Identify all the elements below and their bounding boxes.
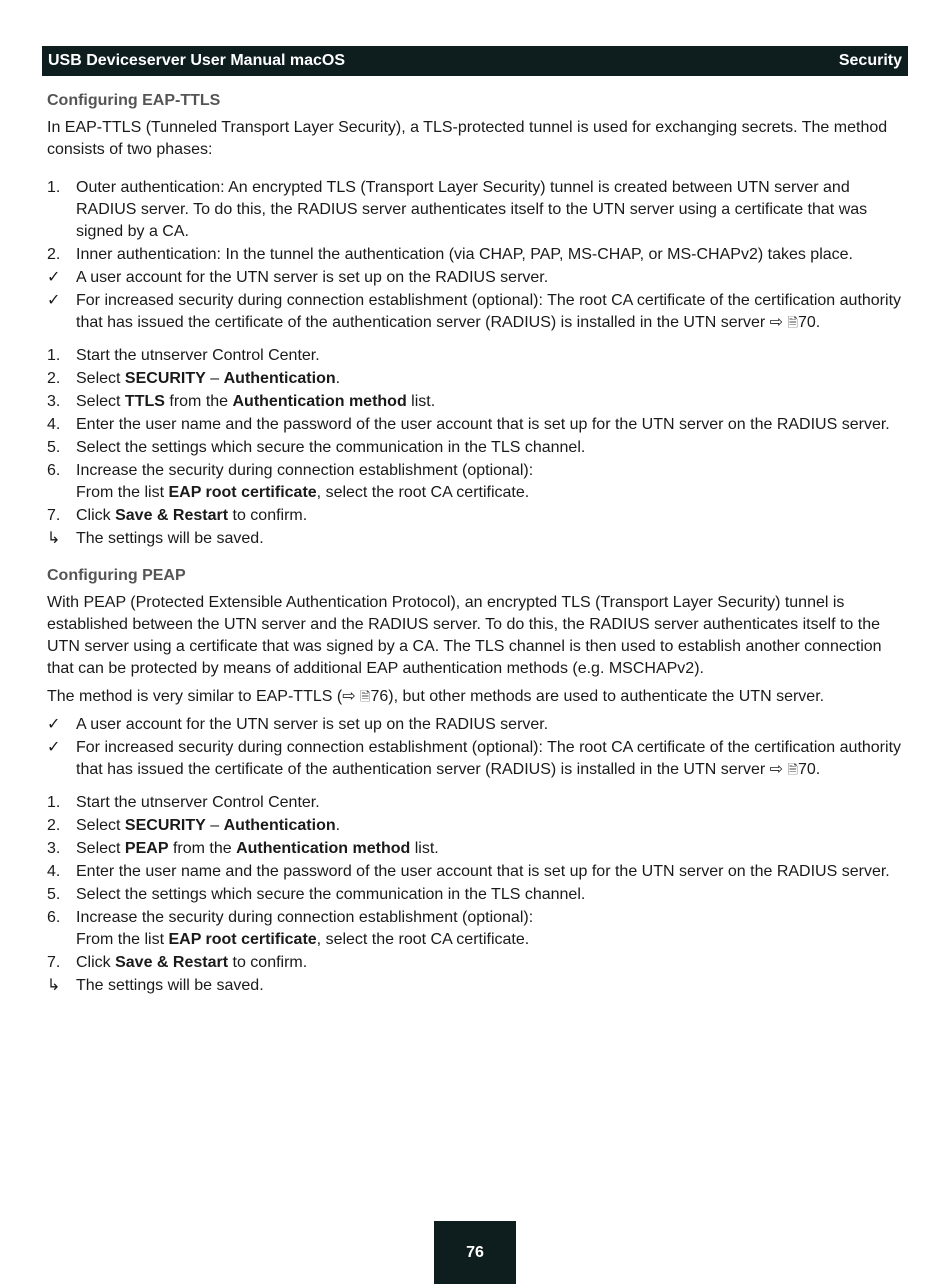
ttls-intro: In EAP-TTLS (Tunneled Transport Layer Security), a TLS-protected tunnel is used for exchanging secrets. The method consists of two phases:	[47, 119, 888, 158]
manual-title: USB Deviceserver User Manual macOS	[48, 52, 346, 69]
page-icon: 🗎	[787, 762, 798, 777]
list-item: 1. Outer authentication: An encrypted TLS (Transport Layer Security) tunnel is created between UTN server and RADIUS server. To do this, the RADIUS server authenticates itself to the UTN server using a certificate that was signed by a CA.	[47, 179, 868, 240]
ttls-heading: Configuring EAP-TTLS	[47, 92, 221, 109]
check-icon: ✓	[47, 269, 61, 286]
step-item: 4. Enter the user name and the password of the user account that is set up for the UTN server on the RADIUS server.	[47, 863, 890, 880]
page-number	[434, 1221, 516, 1284]
page-number-text: 76	[466, 1243, 484, 1261]
page-icon: 🗎	[360, 689, 371, 704]
requirement-item: ✓ For increased security during connection establishment (optional): The root CA certificate of the certification authority that has issued the certificate of the authentication server (RADIUS) is installed in the UTN server ⇨ 🗎70.	[47, 739, 902, 778]
check-icon: ✓	[47, 716, 61, 733]
page-header	[42, 46, 908, 76]
step-item: 4. Enter the user name and the password of the user account that is set up for the UTN server on the RADIUS server.	[47, 416, 890, 433]
step-item: 1. Start the utnserver Control Center.	[47, 347, 320, 364]
step-item: 7. Click Save & Restart to confirm.	[47, 507, 308, 524]
step-item: 2. Select SECURITY – Authentication.	[47, 370, 341, 387]
peap-heading: Configuring PEAP	[47, 567, 186, 584]
page-content	[47, 90, 905, 998]
section-title: Security	[838, 52, 902, 69]
reference-arrow-icon: ⇨	[769, 314, 784, 331]
step-item: 5. Select the settings which secure the communication in the TLS channel.	[47, 886, 586, 903]
page-reference[interactable]: 70.	[797, 761, 821, 778]
step-item: 1. Start the utnserver Control Center.	[47, 794, 320, 811]
check-icon: ✓	[47, 292, 61, 309]
reference-arrow-icon: ⇨	[769, 761, 784, 778]
page-icon: 🗎	[787, 315, 798, 330]
step-item: 3. Select PEAP from the Authentication method list.	[47, 840, 439, 857]
list-item: 2. Inner authentication: In the tunnel the authentication (via CHAP, PAP, MS-CHAP, or MS-CHAPv2) takes place.	[47, 246, 853, 263]
result-arrow-icon: ↳	[47, 530, 61, 547]
peap-intro: With PEAP (Protected Extensible Authentication Protocol), an encrypted TLS (Transport Layer Security) tunnel is established between the UTN server and the RADIUS server. To do this, the RADIUS server authenticates itself to the UTN server using a certificate that was signed by a CA. The TLS channel is then used to establish another connection that can be protected by means of additional EAP authentication methods (e.g. MSCHAPv2).	[47, 594, 882, 677]
requirement-item: ✓ A user account for the UTN server is set up on the RADIUS server.	[47, 267, 905, 289]
step-item: 2. Select SECURITY – Authentication.	[47, 817, 341, 834]
peap-similar: The method is very similar to EAP-TTLS (⇨ 🗎76), but other methods are used to authenticate the UTN server.	[47, 688, 825, 705]
step-item: 6. Increase the security during connection establishment (optional): From the list EAP root certificate, select the root CA certificate.	[47, 462, 534, 501]
step-item: 6. Increase the security during connection establishment (optional): From the list EAP root certificate, select the root CA certificate.	[47, 909, 534, 948]
result-arrow-icon: ↳	[47, 977, 61, 994]
requirement-item: ✓ A user account for the UTN server is set up on the RADIUS server.	[47, 714, 905, 736]
page-reference[interactable]: 76	[370, 688, 389, 705]
step-item: 7. Click Save & Restart to confirm.	[47, 954, 308, 971]
step-item: 5. Select the settings which secure the communication in the TLS channel.	[47, 439, 586, 456]
reference-arrow-icon: ⇨	[342, 688, 356, 705]
result-item: ↳ The settings will be saved.	[47, 975, 905, 997]
page-reference[interactable]: 70.	[797, 314, 821, 331]
requirement-item: ✓ For increased security during connection establishment (optional): The root CA certificate of the certification authority that has issued the certificate of the authentication server (RADIUS) is installed in the UTN server ⇨ 🗎70.	[47, 292, 902, 331]
result-item: ↳ The settings will be saved.	[47, 528, 905, 550]
check-icon: ✓	[47, 739, 61, 756]
step-item: 3. Select TTLS from the Authentication method list.	[47, 393, 436, 410]
